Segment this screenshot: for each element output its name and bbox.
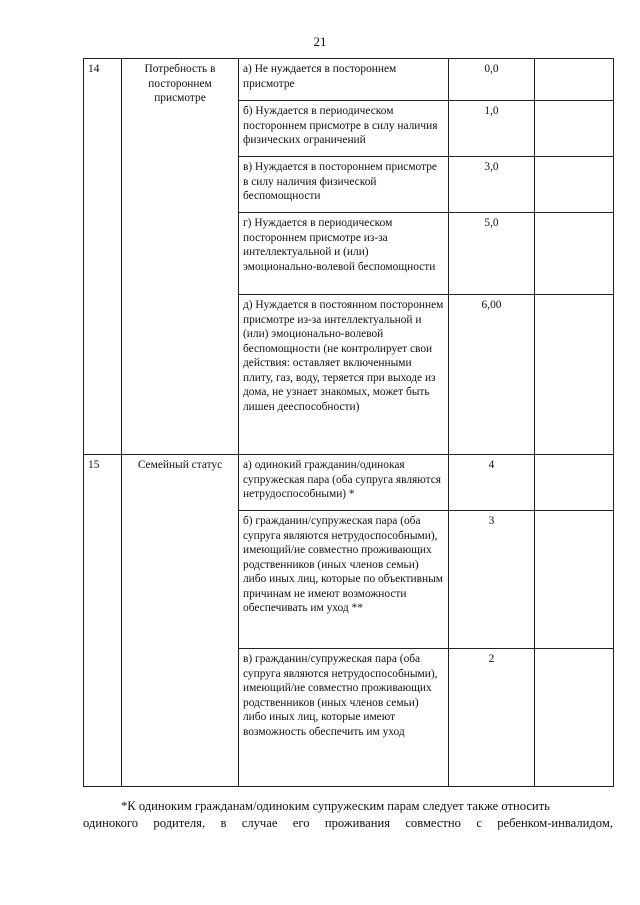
criterion-name: Семейный статус xyxy=(122,455,239,787)
empty-cell xyxy=(535,455,614,511)
option-text: д) Нуждается в постоянном постороннем присмотре из-за интеллектуальной и (или) эмоционально-волевой беспомощности (не контролирует свои действия: оставляет включенными плиту, газ, воду, теряется при выходе из дома, не узнает знакомых, может быть лишен дееспособности) xyxy=(239,295,449,455)
option-score: 1,0 xyxy=(449,101,535,157)
footnote-line: одинокого родителя, в случае его проживания совместно с ребенком-инвалидом, xyxy=(83,816,613,830)
empty-cell xyxy=(535,59,614,101)
option-score: 6,00 xyxy=(449,295,535,455)
option-score: 2 xyxy=(449,649,535,787)
option-text: в) Нуждается в постороннем присмотре в силу наличия физической беспомощности xyxy=(239,157,449,213)
option-text: в) гражданин/супружеская пара (оба супруга являются нетрудоспособными), имеющий/ие совместно проживающих родственников (иных членов семьи) либо иных лиц, которые имеют возможность обеспечить им уход xyxy=(239,649,449,787)
option-score: 4 xyxy=(449,455,535,511)
empty-cell xyxy=(535,213,614,295)
table-row xyxy=(84,455,614,511)
table-row xyxy=(84,59,614,101)
page-number: 21 xyxy=(313,34,327,49)
option-text: а) Не нуждается в постороннем присмотре xyxy=(239,59,449,101)
option-score: 3,0 xyxy=(449,157,535,213)
footnote-line: *К одиноким гражданам/одиноким супружеским парам следует также относить xyxy=(121,799,550,813)
row-number: 14 xyxy=(84,59,122,455)
option-text: б) гражданин/супружеская пара (оба супруга являются нетрудоспособными), имеющий/ие совместно проживающих родственников (иных членов семьи) либо иных лиц, которые по объективным причинам не имеют возможности обеспечивать им уход ** xyxy=(239,511,449,649)
option-text: г) Нуждается в периодическом постороннем присмотре из-за интеллектуальной и (или) эмоционально-волевой беспомощности xyxy=(239,213,449,295)
option-text: б) Нуждается в периодическом постороннем присмотре в силу наличия физических ограничений xyxy=(239,101,449,157)
footnote xyxy=(83,798,613,832)
criterion-name: Потребность в постороннем присмотре xyxy=(122,59,239,455)
empty-cell xyxy=(535,157,614,213)
option-score: 5,0 xyxy=(449,213,535,295)
row-number: 15 xyxy=(84,455,122,787)
empty-cell xyxy=(535,295,614,455)
option-score: 3 xyxy=(449,511,535,649)
empty-cell xyxy=(535,511,614,649)
option-score: 0,0 xyxy=(449,59,535,101)
empty-cell xyxy=(535,649,614,787)
option-text: а) одинокий гражданин/одинокая супружеская пара (оба супруга являются нетрудоспособными) * xyxy=(239,455,449,511)
empty-cell xyxy=(535,101,614,157)
criteria-table xyxy=(83,58,614,787)
